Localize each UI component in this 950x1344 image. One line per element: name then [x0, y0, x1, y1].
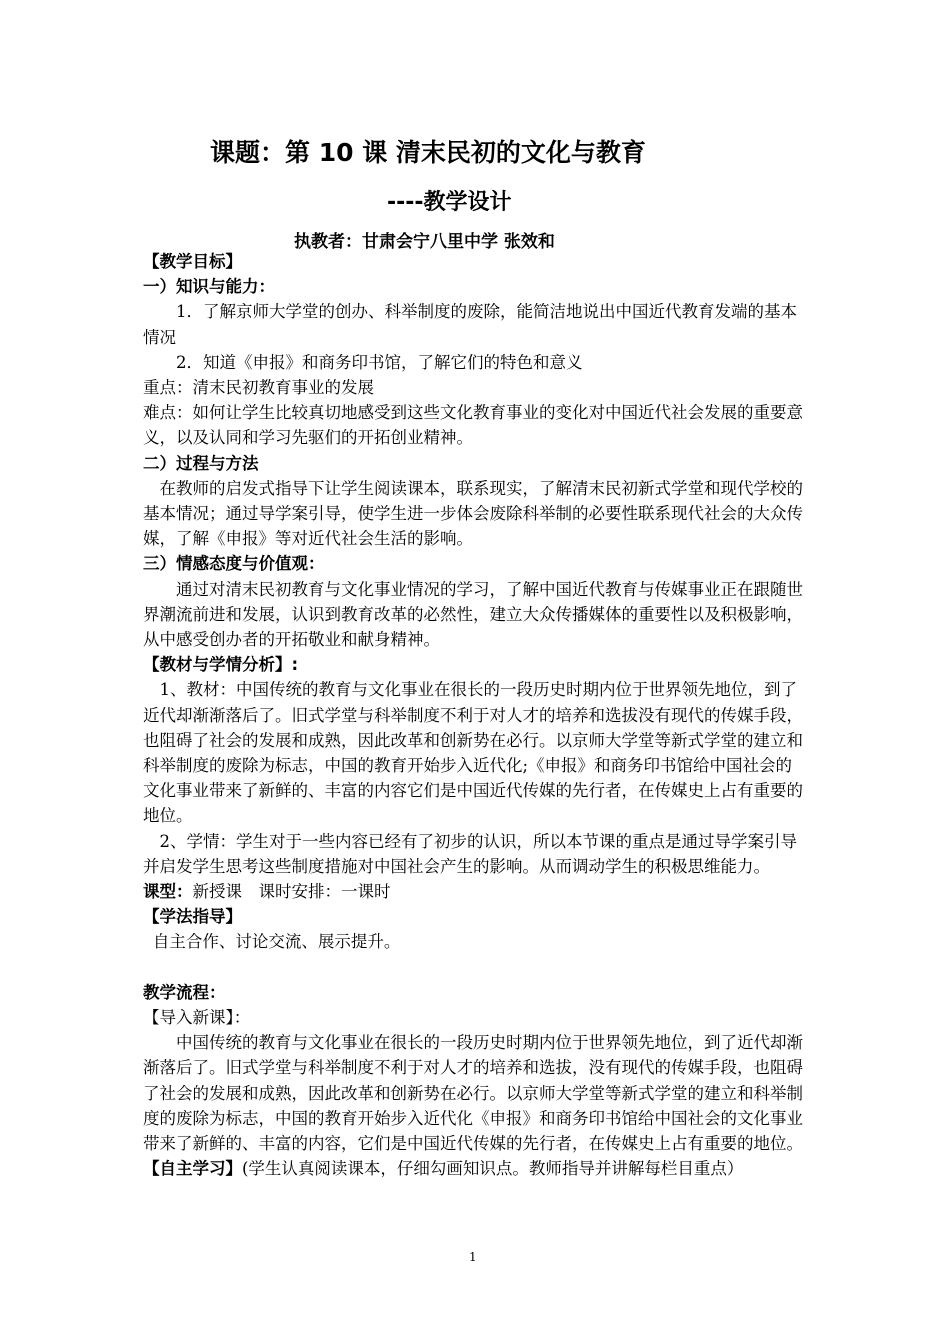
- method-text: 自主合作、讨论交流、展示提升。: [152, 932, 401, 952]
- self-study-text: (学生认真阅读课本，仔细勾画知识点。教师指导并讲解每栏目重点）: [242, 1159, 744, 1179]
- emotion-heading: 三）情感态度与价值观：: [143, 554, 325, 574]
- key-point: 重点：清末民初教育事业的发展: [143, 378, 374, 398]
- process-heading: 二）过程与方法: [143, 453, 259, 473]
- lesson-type-value: 新授课 课时安排：一课时: [192, 882, 391, 902]
- self-study-label: 【自主学习】: [143, 1159, 242, 1179]
- author-line: 执教者：甘肃会宁八里中学 张效和: [294, 232, 555, 252]
- self-study-line: [143, 1156, 808, 1181]
- knowledge-heading: 一）知识与能力：: [143, 277, 275, 297]
- page-number: 1: [469, 1250, 477, 1264]
- difficulty: 难点：如何让学生比较真切地感受到这些文化教育事业的变化对中国近代社会发展的重要意义，以及认同和学习先驱们的开拓创业精神。: [143, 403, 803, 448]
- spacer: [143, 955, 808, 980]
- lesson-type-line: [143, 879, 808, 904]
- goal-item-2: 2．知道《申报》和商务印书馆，了解它们的特色和意义: [176, 352, 583, 372]
- emotion-text: 通过对清末民初教育与文化事业情况的学习，了解中国近代教育与传媒事业正在跟随世界潮流前进和发展，认识到教育改革的必然性，建立大众传播媒体的重要性以及积极影响，从中感受创办者的开拓敬业和献身精神。: [143, 579, 803, 650]
- analysis-students: 2、学情：学生对于一些内容已经有了初步的认识，所以本节课的重点是通过导学案引导并启发学生思考这些制度措施对中国社会产生的影响。从而调动学生的积极思维能力。: [143, 831, 797, 876]
- method-heading: 【学法指导】: [143, 907, 242, 927]
- lesson-type-label: 课型：: [143, 882, 193, 902]
- goals-heading: 【教学目标】: [143, 252, 242, 271]
- intro-heading: 【导入新课】：: [143, 1008, 251, 1028]
- page-subtitle: ----教学设计: [387, 190, 512, 215]
- process-text: 在教师的启发式指导下让学生阅读课本，联系现实，了解清末民初新式学堂和现代学校的基本情况；通过导学案引导，使学生进一步体会废除科举制的必要性联系现代社会的大众传媒，了解《申报》等对近代社会生活的影响。: [143, 478, 803, 549]
- intro-text: 中国传统的教育与文化事业在很长的一段历史时期内位于世界领先地位，到了近代却渐渐落后了。旧式学堂与科举制度不利于对人才的培养和选拔，没有现代的传媒手段，也阻碍了社会的发展和成熟，因此改革和创新势在必行。以京师大学堂等新式学堂的建立和科举制度的废除为标志，中国的教育开始步入近代化《申报》和商务印书馆给中国社会的文化事业带来了新鲜的、丰富的内容，它们是中国近代传媒的先行者，在传媒史上占有重要的地位。: [143, 1033, 803, 1154]
- document-body: [143, 249, 808, 1182]
- analysis-heading: 【教材与学情分析】:: [143, 655, 299, 675]
- page-title: 课题：第 10 课 清末民初的文化与教育: [210, 138, 646, 167]
- flow-heading: 教学流程：: [143, 982, 226, 1002]
- goal-item-1: 1．了解京师大学堂的创办、科举制度的废除，能简洁地说出中国近代教育发端的基本情况: [143, 302, 797, 347]
- analysis-textbook: 1、教材：中国传统的教育与文化事业在很长的一段历史时期内位于世界领先地位，到了近代却渐渐落后了。旧式学堂与科举制度不利于对人才的培养和选拔没有现代的传媒手段，也阻碍了社会的发展和成熟，因此改革和创新势在必行。以京师大学堂等新式学堂的建立和科举制度的废除为标志，中国的教育开始步入近代化;《申报》和商务印书馆给中国社会的文化事业带来了新鲜的、丰富的内容它们是中国近代传媒的先行者，在传媒史上占有重要的地位。: [143, 680, 803, 826]
